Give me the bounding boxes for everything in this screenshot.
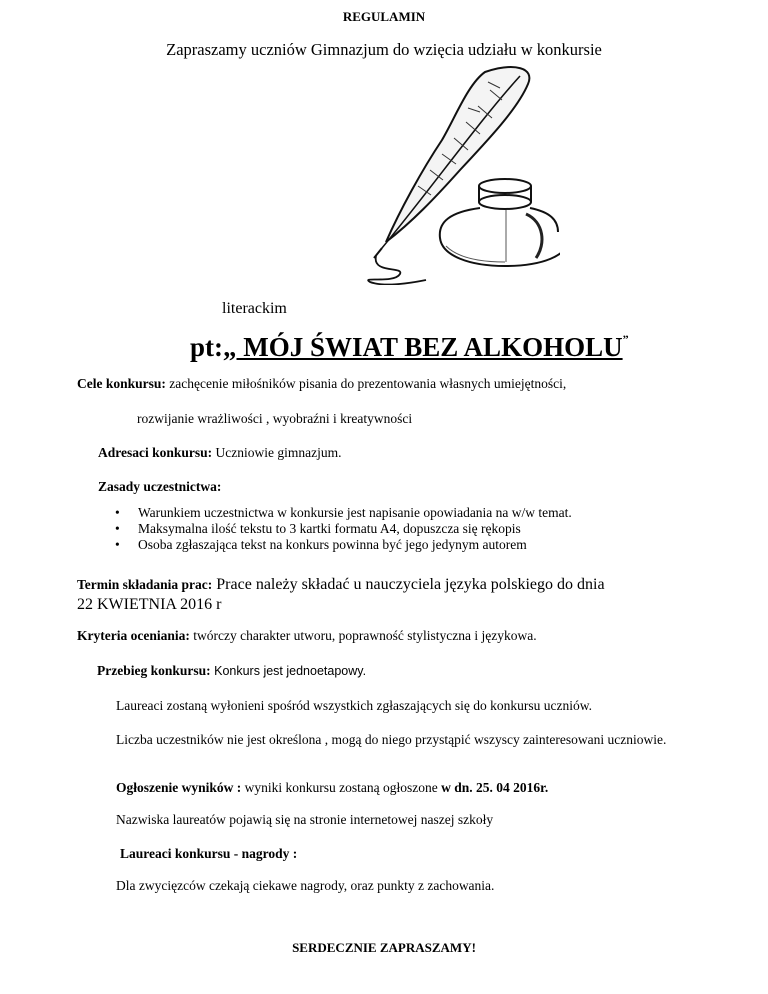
- goals-line: Cele konkursu: zachęcenie miłośników pisania do prezentowania własnych umiejętności,: [77, 376, 567, 391]
- footer-invitation: SERDECZNIE ZAPRASZAMY!: [292, 940, 476, 955]
- intro-text: Zapraszamy uczniów Gimnazjum do wzięcia udziału w konkursie: [166, 40, 602, 59]
- list-item: • Maksymalna ilość tekstu to 3 kartki formatu A4, dopuszcza się rękopis: [115, 521, 521, 536]
- criteria-line: Kryteria oceniania: twórczy charakter utworu, poprawność stylistyczna i językowa.: [77, 628, 537, 643]
- audience-line: Adresaci konkursu: Uczniowie gimnazjum.: [98, 445, 342, 460]
- prizes-text: Dla zwycięzców czekają ciekawe nagrody, oraz punkty z zachowania.: [116, 878, 495, 893]
- prizes-label: Laureaci konkursu - nagrody :: [120, 846, 298, 861]
- participants-paragraph: Liczba uczestników nie jest określona , mogą do niego przystąpić wszyscy zainteresowani uczniowie.: [116, 732, 667, 747]
- course-line: Przebieg konkursu: Konkurs jest jednoetapowy.: [97, 663, 367, 678]
- goals-line-2: rozwijanie wrażliwości , wyobraźni i kreatywności: [137, 411, 413, 426]
- title-name: „ MÓJ ŚWIAT BEZ ALKOHOLU: [223, 332, 623, 362]
- website-line: Nazwiska laureatów pojawią się na stronie internetowej naszej szkoły: [116, 812, 494, 827]
- results-line: Ogłoszenie wyników : wyniki konkursu zostaną ogłoszone w dn. 25. 04 2016r.: [116, 780, 549, 795]
- list-item: • Warunkiem uczestnictwa w konkursie jest napisanie opowiadania na w/w temat.: [115, 505, 572, 520]
- document-heading: REGULAMIN: [342, 9, 426, 24]
- list-item: • Osoba zgłaszająca tekst na konkurs powinna być jego jedynym autorem: [115, 537, 527, 552]
- deadline-date: 22 KWIETNIA 2016 r: [77, 596, 222, 613]
- contest-title: [190, 332, 629, 363]
- rules-list: [115, 505, 572, 553]
- deadline-block: Termin składania prac: Prace należy składać u nauczyciela języka polskiego do dnia 22 KWIETNIA 2016 r: [77, 576, 605, 613]
- title-quote-close: ”: [622, 332, 629, 346]
- title-prefix: pt:: [190, 332, 223, 362]
- contest-type: literackim: [222, 300, 287, 317]
- quill-inkwell-icon: [330, 60, 560, 285]
- laureates-paragraph: Laureaci zostaną wyłonieni spośród wszystkich zgłaszających się do konkursu uczniów.: [116, 698, 592, 713]
- rules-label: Zasady uczestnictwa:: [98, 479, 222, 494]
